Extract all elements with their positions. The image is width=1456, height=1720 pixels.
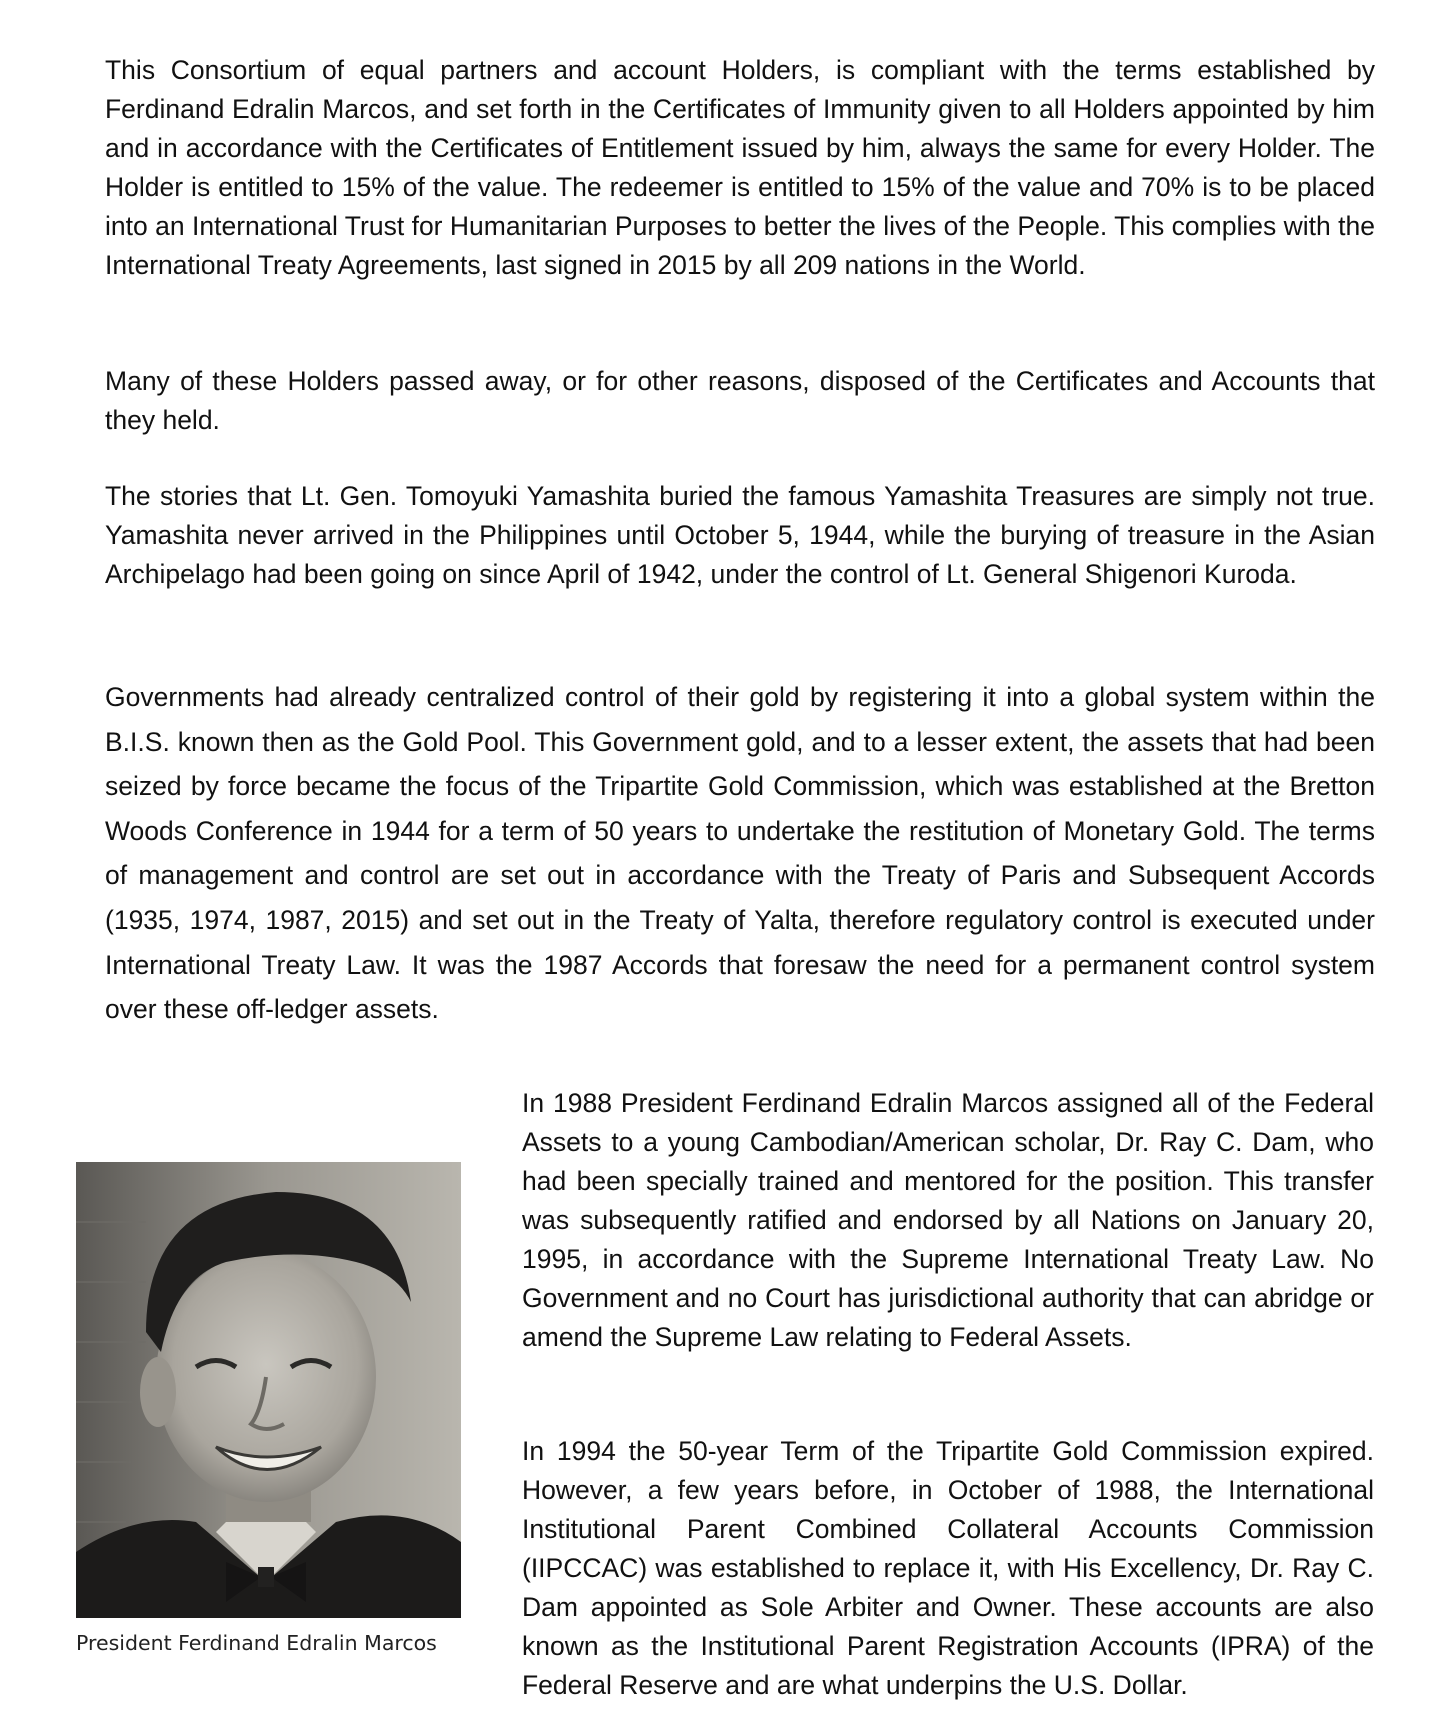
portrait-figure bbox=[76, 1162, 461, 1656]
portrait-photo bbox=[76, 1162, 461, 1618]
paragraph-gold-pool: Governments had already centralized control of their gold by registering it into a global system within the B.I.S. known then as the Gold Pool. This Government gold, and to a lesser extent, the assets that had been seized by force became the focus of the Tripartite Gold Commission, which was established at the Bretton Woods Conference in 1944 for a term of 50 years to undertake the restitution of Monetary Gold. The terms of management and control are set out in accordance with the Treaty of Paris and Subsequent Accords (1935, 1974, 1987, 2015) and set out in the Treaty of Yalta, therefore regulatory control is executed under International Treaty Law. It was the 1987 Accords that foresaw the need for a permanent control system over these off-ledger assets. bbox=[105, 682, 1375, 1025]
paragraph-yamashita: The stories that Lt. Gen. Tomoyuki Yamashita buried the famous Yamashita Treasures are simply not true. Yamashita never arrived in the Philippines until October 5, 1944, while the burying of treasure in the Asian Archipelago had been going on since April of 1942, under the control of Lt. General Shigenori Kuroda. bbox=[105, 481, 1375, 589]
paragraph-holders: Many of these Holders passed away, or for other reasons, disposed of the Certificates and Accounts that they held. bbox=[105, 366, 1375, 435]
paragraph-commission: In 1994 the 50-year Term of the Tripartite Gold Commission expired. However, a few years before, in October of 1988, the International Institutional Parent Combined Collateral Accounts Commission (IIPCCAC) was established to replace it, with His Excellency, Dr. Ray C. Dam appointed as Sole Arbiter and Owner. These accounts are also known as the Institutional Parent Registration Accounts (IPRA) of the Federal Reserve and are what underpins the U.S. Dollar. bbox=[522, 1436, 1374, 1700]
portrait-caption: President Ferdinand Edralin Marcos bbox=[76, 1631, 437, 1655]
paragraph-consortium: This Consortium of equal partners and account Holders, is compliant with the terms established by Ferdinand Edralin Marcos, and set forth in the Certificates of Immunity given to all Holders appointed by him and in accordance with the Certificates of Entitlement issued by him, always the same for every Holder. The Holder is entitled to 15% of the value. The redeemer is entitled to 15% of the value and 70% is to be placed into an International Trust for Humanitarian Purposes to better the lives of the People. This complies with the International Treaty Agreements, last signed in 2015 by all 209 nations in the World. bbox=[105, 55, 1375, 280]
paragraph-federal-assets: In 1988 President Ferdinand Edralin Marcos assigned all of the Federal Assets to a young Cambodian/American scholar, Dr. Ray C. Dam, who had been specially trained and mentored for the position. This transfer was subsequently ratified and endorsed by all Nations on January 20, 1995, in accordance with the Supreme International Treaty Law. No Government and no Court has jurisdictional authority that can abridge or amend the Supreme Law relating to Federal Assets. bbox=[522, 1088, 1374, 1352]
